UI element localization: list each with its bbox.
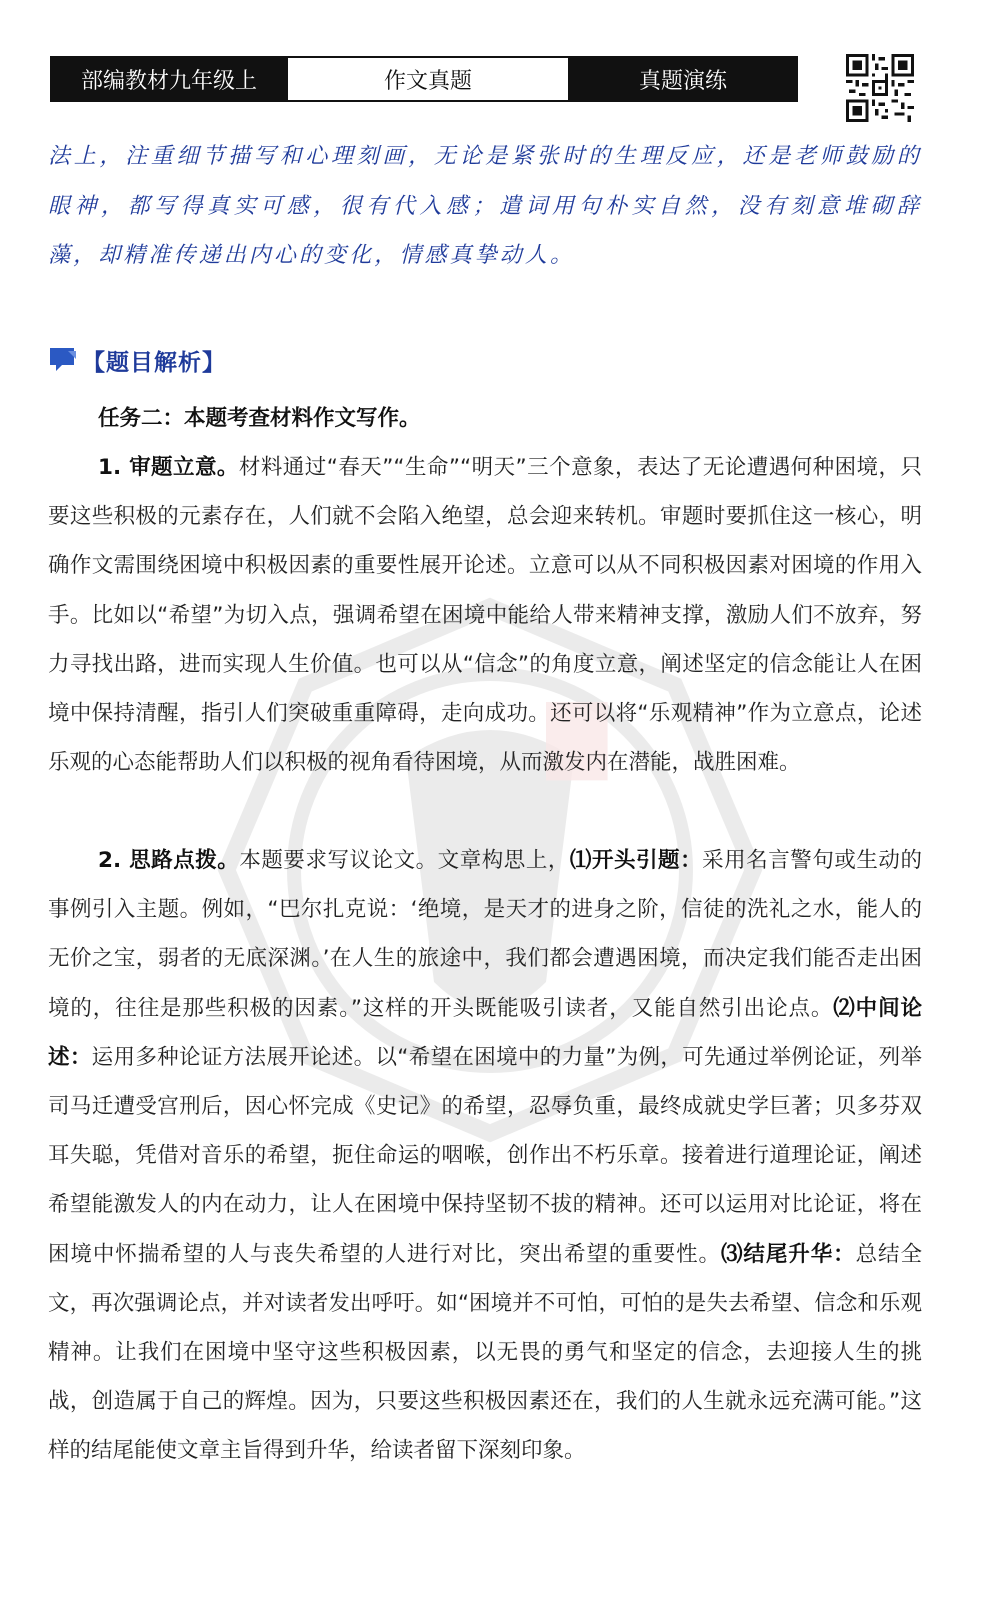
task-line: 任务二：本题考查材料作文写作。 <box>98 406 421 431</box>
paragraph-topic-analysis <box>48 443 922 787</box>
p1-text: 材料通过“春天”“生命”“明天”三个意象，表达了无论遭遇何种困境，只要这些积极的元素存在，人们就不会陷入绝望，总会迎来转机。审题时要抓住这一核心，明确作文需围绕困境中积极因素的重要性展开论述。立意可以从不同积极因素对困境的作用入手。比如以“希望”为切入点，强调希望在困境中能给人带来精神支撑，激励人们不放弃，努力寻找出路，进而实现人生价值。也可以从“信念”的角度立意，阐述坚定的信念能让人在困境中保持清醒，指引人们突破重重障碍，走向成功。还可以将“乐观精神”作为立意点，论述乐观的心态能帮助人们以积极的视角看待困境，从而激发内在潜能，战胜困难。 <box>48 455 922 776</box>
p2-opening-heading: ⑴开头引题： <box>569 848 703 873</box>
p1-lead: 1. 审题立意。 <box>98 455 239 480</box>
p2-s2: 采用名言警句或生动的事例引入主题。例如，“巴尔扎克说：‘绝境，是天才的进身之阶，信徒的洗礼之水，能人的无价之宝，弱者的无底深渊。’在人生的旅途中，我们都会遭遇困境，而决定我们能否走出困境的，往往是那些积极的因素。”这样的开头既能吸引读者，又能自然引出论点。 <box>48 848 922 1021</box>
header-grade: 部编教材九年级上 <box>52 58 286 100</box>
p2-s1: 本题要求写议论文。文章构思上， <box>239 848 570 873</box>
header-practice: 真题演练 <box>570 58 796 100</box>
section-heading <box>48 340 226 380</box>
p2-lead: 2. 思路点拨。 <box>98 848 240 873</box>
p2-s4: 总结全文，再次强调论点，并对读者发出呼吁。如“困境并不可怕，可怕的是失去希望、信念和乐观精神。让我们在困境中坚守这些积极因素，以无畏的勇气和坚定的信念，去迎接人生的挑战，创造属于自己的辉煌。因为，只要这些积极因素还在，我们的人生就永远充满可能。”这样的结尾能使文章主旨得到升华，给读者留下深刻印象。 <box>48 1241 922 1464</box>
p2-middle-heading: ⑵中间论述： <box>48 995 922 1070</box>
intro-paragraph: 法上，注重细节描写和心理刻画，无论是紧张时的生理反应，还是老师鼓励的眼神，都写得真实可感，很有代入感；遣词用句朴实自然，没有刻意堆砌辞藻，却精准传递出内心的变化，情感真挚动人。 <box>48 144 922 268</box>
paragraph-writing-guide <box>48 836 922 1476</box>
section-title: 【题目解析】 <box>82 349 226 376</box>
qr-code-icon[interactable] <box>846 54 914 122</box>
speech-bubble-icon <box>48 345 78 375</box>
p2-ending-heading: ⑶结尾升华： <box>721 1241 856 1267</box>
header-bar <box>50 56 798 102</box>
header-category: 作文真题 <box>286 58 570 100</box>
p2-s3: 运用多种论证方法展开论述。以“希望在困境中的力量”为例，可先通过举例论证，列举司马迁遭受宫刑后，因心怀完成《史记》的希望，忍辱负重，最终成就史学巨著；贝多芬双耳失聪，凭借对音乐的希望，扼住命运的咽喉，创作出不朽乐章。接着进行道理论证，阐述希望能激发人的内在动力，让人在困境中保持坚韧不拔的精神。还可以运用对比论证，将在困境中怀揣希望的人与丧失希望的人进行对比，突出希望的重要性。 <box>48 1044 922 1267</box>
